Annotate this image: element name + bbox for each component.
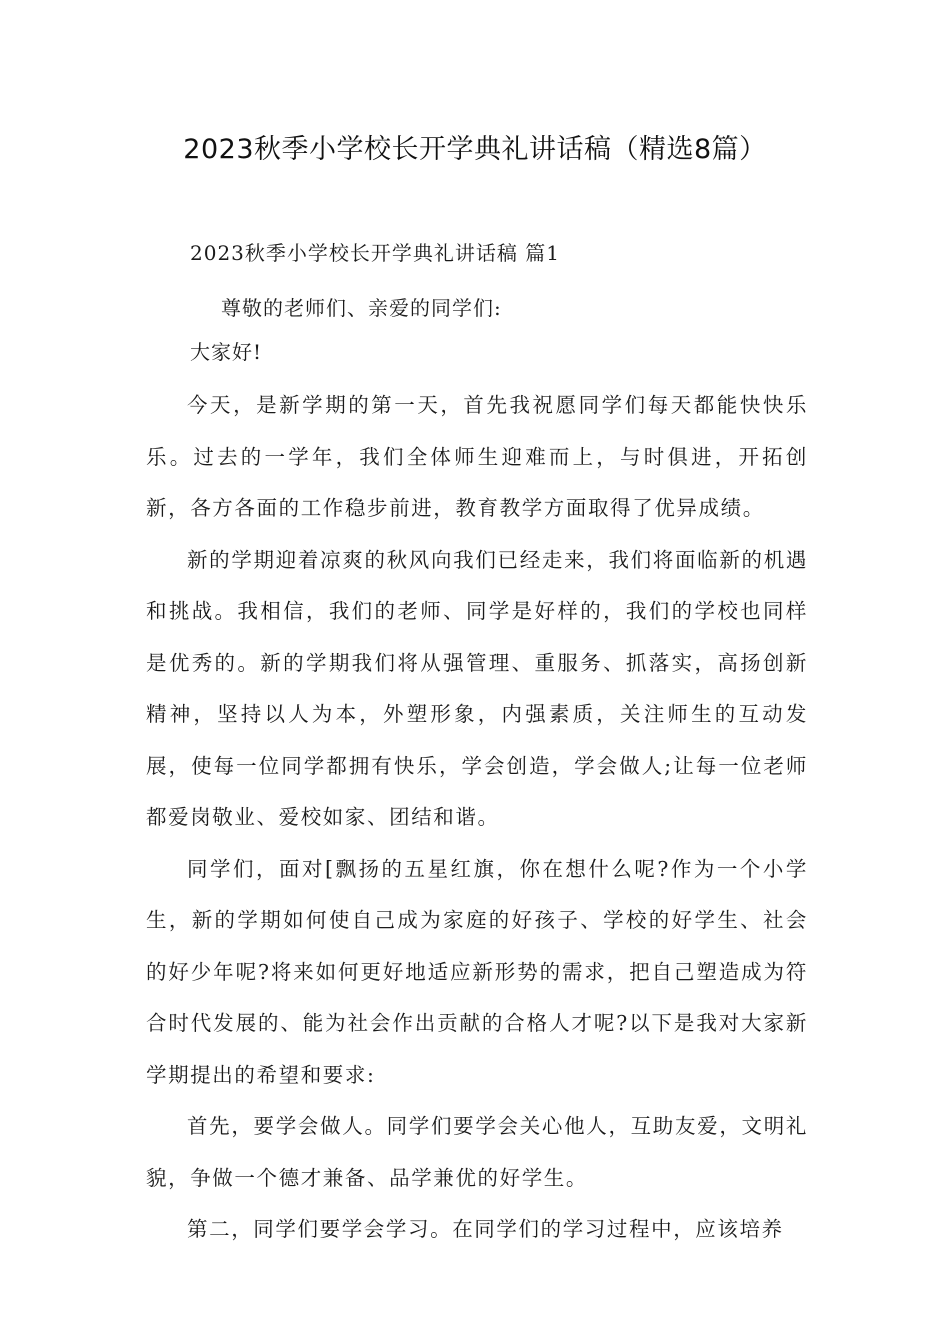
paragraph: 同学们，面对[飘扬的五星红旗，你在想什么呢?作为一个小学生，新的学期如何使自己成为家庭的好孩子、学校的好学生、社会的好少年呢?将来如何更好地适应新形势的需求，把自己塑造成为符合时代发展的、能为社会作出贡献的合格人才呢?以下是我对大家新学期提出的希望和要求: <box>146 856 808 1087</box>
greeting-line: 大家好! <box>190 340 263 364</box>
paragraph: 今天，是新学期的第一天，首先我祝愿同学们每天都能快快乐乐。过去的一学年，我们全体师生迎难而上，与时俱进，开拓创新，各方各面的工作稳步前进，教育教学方面取得了优异成绩。 <box>146 393 808 520</box>
section-heading: 2023秋季小学校长开学典礼讲话稿 篇1 <box>190 241 560 265</box>
body-text <box>146 380 808 1256</box>
paragraph: 首先，要学会做人。同学们要学会关心他人，互助友爱，文明礼貌，争做一个德才兼备、品学兼优的好学生。 <box>146 1114 808 1190</box>
document-title: 2023秋季小学校长开学典礼讲话稿（精选8篇） <box>183 134 767 165</box>
paragraph: 第二，同学们要学会学习。在同学们的学习过程中，应该培养 <box>187 1217 784 1241</box>
paragraph: 新的学期迎着凉爽的秋风向我们已经走来，我们将面临新的机遇和挑战。我相信，我们的老师、同学是好样的，我们的学校也同样是优秀的。新的学期我们将从强管理、重服务、抓落实，高扬创新精神，坚持以人为本，外塑形象，内强素质，关注师生的互动发展，使每一位同学都拥有快乐，学会创造，学会做人;让每一位老师都爱岗敬业、爱校如家、团结和谐。 <box>146 547 808 829</box>
salutation-line: 尊敬的老师们、亲爱的同学们: <box>221 296 502 320</box>
